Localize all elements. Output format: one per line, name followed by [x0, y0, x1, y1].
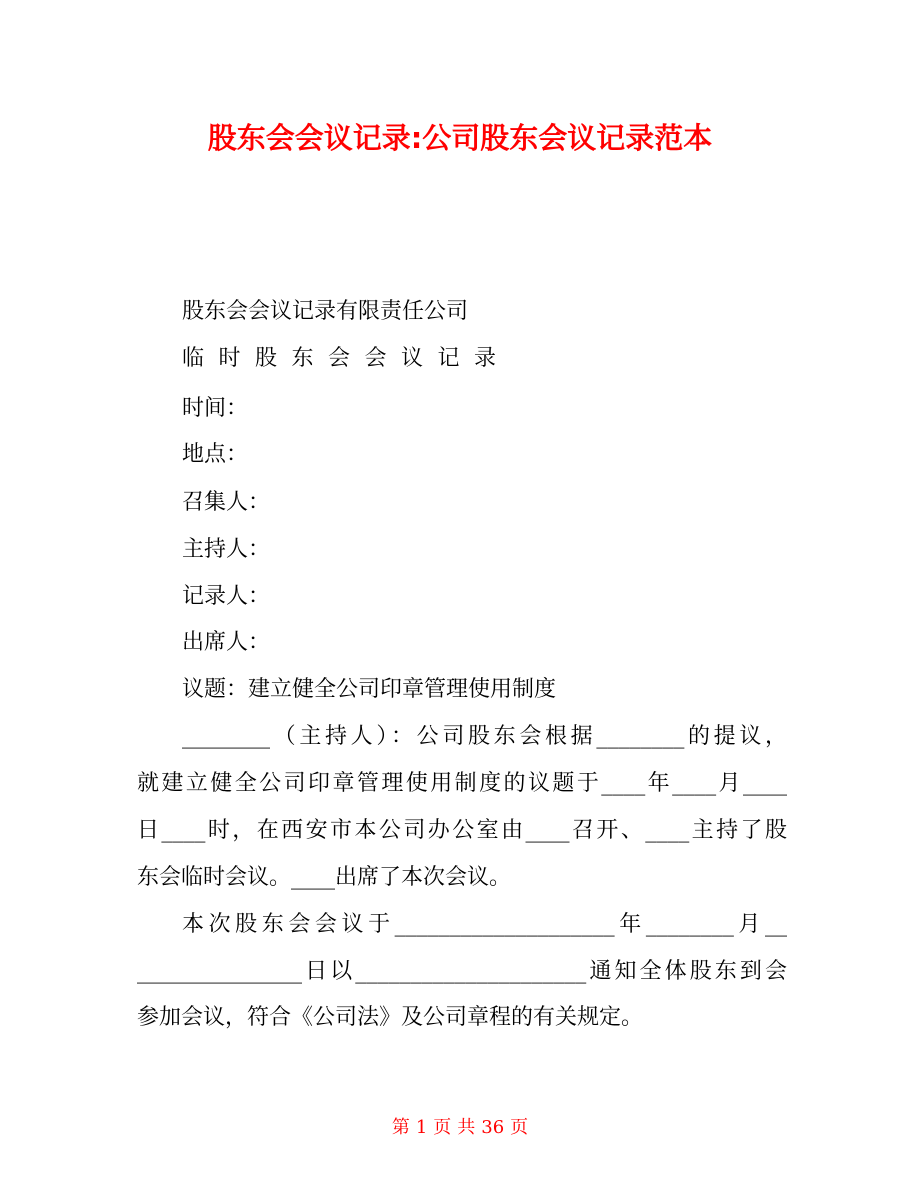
paragraph-2-line-2: _______________日以_____________________通知全体股东到会 [137, 959, 787, 984]
footer-current-page: 1 [415, 1117, 428, 1138]
paragraph-1-line-2: 就建立健全公司印章管理使用制度的议题于____年____月____ [137, 771, 787, 796]
page-footer [0, 1113, 920, 1139]
field-time: 时间： [182, 396, 249, 421]
document-title: 股东会会议记录:公司股东会议记录范本 [207, 121, 713, 155]
field-agenda: 议题：建立健全公司印章管理使用制度 [182, 677, 557, 702]
paragraph-1-line-4: 东会临时会议。____出席了本次会议。 [137, 865, 512, 890]
footer-mid: 页 [433, 1117, 452, 1138]
field-recorder: 记录人： [182, 584, 271, 609]
paragraph-2-line-1: 本次股东会会议于____________________年________月__ [182, 912, 787, 937]
meeting-heading: 临时股东会会议记录 [182, 346, 511, 371]
company-line: 股东会会议记录有限责任公司 [182, 299, 469, 324]
field-host: 主持人： [182, 537, 271, 562]
paragraph-1-line-3: 日____时，在西安市本公司办公室由____召开、____主持了股 [137, 818, 787, 843]
field-convener: 召集人： [182, 490, 271, 515]
footer-total-prefix: 共 [457, 1117, 476, 1138]
footer-total-pages: 36 [481, 1117, 505, 1138]
paragraph-2-line-3: 参加会议，符合《公司法》及公司章程的有关规定。 [137, 1005, 644, 1030]
field-location: 地点： [182, 442, 249, 467]
footer-suffix: 页 [510, 1117, 529, 1138]
field-attendees: 出席人： [182, 630, 271, 655]
paragraph-1-line-1: ________（主持人）：公司股东会根据________的提议， [182, 724, 787, 749]
footer-prefix: 第 [391, 1117, 410, 1138]
